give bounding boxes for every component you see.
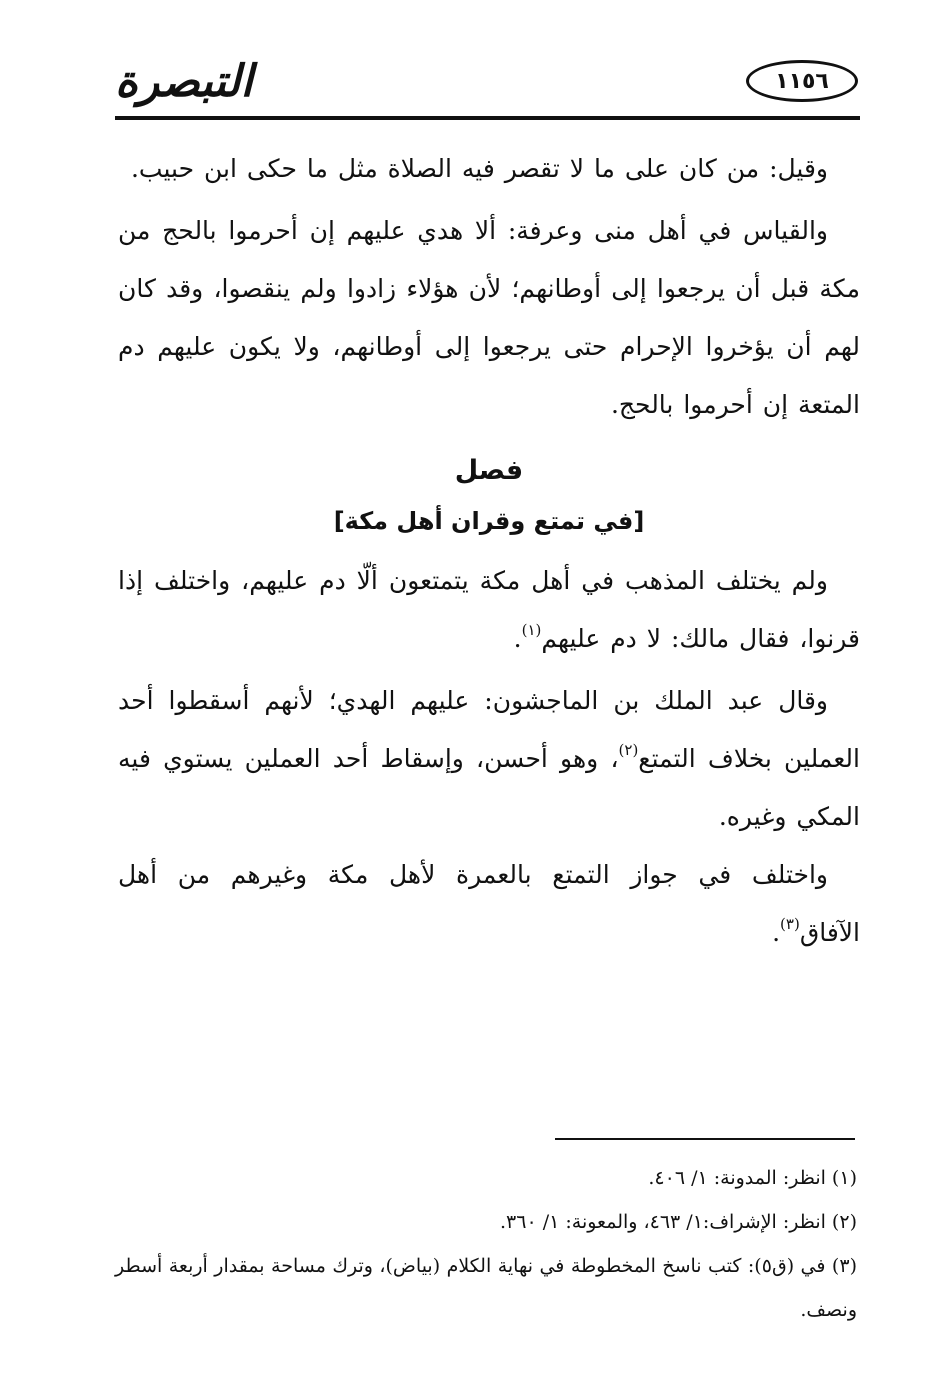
footnote-ref-3[interactable]: (٣) xyxy=(780,915,800,933)
paragraph-1: وقيل: من كان على ما لا تقصر فيه الصلاة مثل ما حكى ابن حبيب. xyxy=(130,154,828,183)
footnote-2: (٢) انظر: الإشراف:١/ ٤٦٣، والمعونة: ١/ ٣٦٠. xyxy=(499,1211,857,1233)
paragraph-5-text: واختلف في جواز التمتع بالعمرة لأهل مكة وغيرهم من أهل الآفاق xyxy=(118,860,860,947)
paragraph-5 xyxy=(118,846,860,962)
section-title: فصل xyxy=(454,455,524,486)
paragraph-2: والقياس في أهل منى وعرفة: ألا هدي عليهم إن أحرموا بالحج من مكة قبل أن يرجعوا إلى أوطانهم؛ لأن هؤلاء زادوا ولم ينقصوا، وقد كان لهم أن يؤخروا الإحرام حتى يرجعوا إلى أوطانهم، ولا يكون عليهم دم المتعة إن أحرموا بالحج. xyxy=(118,216,860,419)
footnote-separator xyxy=(555,1138,855,1140)
page-number-badge xyxy=(746,60,858,102)
page-header xyxy=(115,50,860,122)
footnote-3: (٣) في (ق٥): كتب ناسخ المخطوطة في نهاية الكلام (بياض)، وترك مساحة بمقدار أربعة أسطر ونصف. xyxy=(115,1255,857,1321)
paragraph-4 xyxy=(118,672,860,846)
main-text xyxy=(118,140,860,962)
footnote-1: (١) انظر: المدونة: ١/ ٤٠٦. xyxy=(648,1167,857,1189)
paragraph-3 xyxy=(118,552,860,668)
paragraph-5-end: . xyxy=(772,918,781,947)
footnote-ref-1[interactable]: (١) xyxy=(521,621,542,639)
section-subtitle: [في تمتع وقران أهل مكة] xyxy=(333,507,645,535)
footnotes xyxy=(115,1156,857,1332)
page-number: ١١٥٦ xyxy=(775,68,829,94)
footnote-ref-2[interactable]: (٢) xyxy=(618,741,639,759)
header-rule xyxy=(115,116,860,120)
paragraph-4-text-b: ، وهو أحسن، وإسقاط أحد العملين يستوي فيه المكي وغيره. xyxy=(118,744,860,831)
paragraph-3-end: . xyxy=(513,624,522,653)
book-title: التبصرة xyxy=(115,56,253,107)
paragraph-4-text-a: وقال عبد الملك بن الماجشون: عليهم الهدي؛ لأنهم أسقطوا أحد العملين بخلاف التمتع xyxy=(118,686,860,773)
paragraph-3-text: ولم يختلف المذهب في أهل مكة يتمتعون ألّا دم عليهم، واختلف إذا قرنوا، فقال مالك: لا دم عليهم xyxy=(118,566,860,653)
